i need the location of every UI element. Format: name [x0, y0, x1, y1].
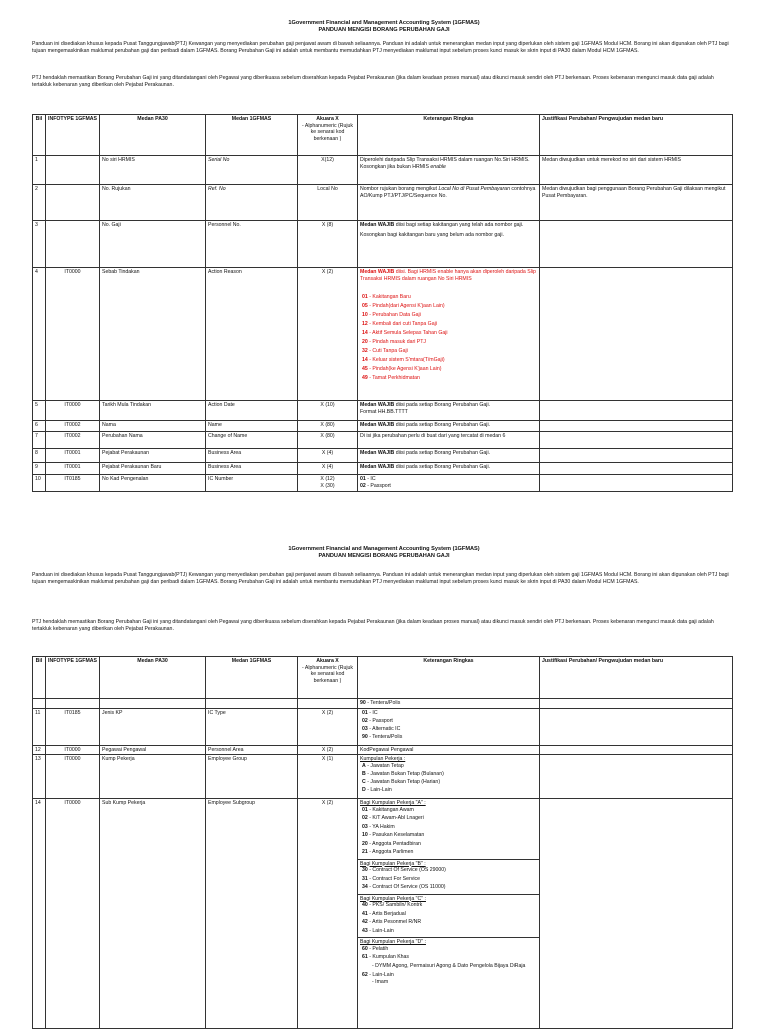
- code-item: 30 - Contract Of Service (OS 29000): [362, 867, 446, 873]
- table-row: 10 IT0185 No Kad Pengenalan IC Number X (12) X (30) 01 - IC 02 - Passport: [33, 475, 733, 492]
- code-item: 49 - Tamat Perkhidmatan: [362, 375, 420, 381]
- code-item: D - Lain-Lain: [362, 786, 392, 793]
- code-item: 20 - Anggota Pentadbiran: [362, 840, 421, 847]
- cell-1gfmas: Serial No: [206, 156, 298, 185]
- intro-paragraph: Panduan ini disediakan khusus kepada Pusat Tanggungjawab(PTJ) Kewangan yang menyediakan perubahan gaji penjawat awam di bawah seliaannya. Panduan ini adalah untuk menerangkan medan input yang diperlukan oleh sistem gaji 1GFMAS Modul HCM. Borang ini akan digunakan oleh PTJ bagi tujuan mengemaskinikan maklumat perubahan gaji dan peribadi dalam 1GFMAS. Borang Perubahan Gaji ini adalah untuk membantu memudahkan PTJ menyediakan maklumat input sebelum proses kunci masuk ke skrin input di PA30 dalam Modul HCM 1GFMAS.: [32, 41, 729, 54]
- action-reason-codes: Medan WAJIB diisi. Bagi HRMIS enable hanya akan diperoleh daripada Slip Transaksi HRMIS dalam ruangan No Siri HRMIS 01 - Kakitangan Baru 05 - Pindah(dari Agensi K'jaan Lain) 10 - Perubahan Data Gaji 12 - Kembali dari cuti Tanpa Gaji 14 - Aktif Semula Selepas Tahan Gaji 20 - Pindah masuk dari PTJ 32 - Cuti Tanpa Gaji 14 - Keluar sistem S'mtara(T/mGaji) 45 - Pindah(ke Agensi K'jaan Lain) 49 - Tamat Perkhidmatan: [358, 268, 540, 401]
- table-row: 14 IT0000 Sub Kump Pekerja Employee Subgroup X (2) Bagi Kumpulan Pekerja "A" : 01 - Kakitangan Awam 02 - K/T Awam-Abl Lnageri 03 - YA Hakim 10 - Pasukan Keselamatan 20 - Anggota Pentadbiran 21 - Anggota Parlimen Bagi Kumpulan Pekerja "B" : 30 - Contract Of Service (OS 29000) 31 - Contract For Service 34 - Contract Of Service (OS 11000) Bagi Kumpulan Pekerja "C" : 40 - PKS/ Sambiln/ Kontrk 41 - Artis Berjadual 42 - Artis Pesonmel R/NR 43 - Lain-Lain Bagi Kumpulan Pekerja "D" : 60 - Pelatih 61 - Kumpulan Khas - DYMM Agong, Permaisuri Agong & Dato Pengelola Bijaya DiRaja 62 - Lain-Lain - Imam: [33, 799, 733, 1029]
- table-row: 3 No. Gaji Personnel No. X (8) Medan WAJIB diisi bagi setiap kakitangan yang telah ada nombor gaji. Kosongkan bagi kakitangan baru yang belum ada nombor gaji.: [33, 221, 733, 268]
- notice-paragraph: PTJ hendaklah memastikan Borang Perubahan Gaji ini yang ditandatangani oleh Pegawai yang diberikuasa sebelum diserahkan kepada Pejabat Perakaunan (jika dalam keadaan proses manual) atau dikunci masuk sendiri oleh PTJ berkenaan. Proses kebenaran mengunci masuk data gaji adalah tertakluk kebenaran yang diberikan oleh Pejabat Perakaunan.: [32, 75, 714, 88]
- code-item: 45 - Pindah(ke Agensi K'jaan Lain): [362, 366, 442, 372]
- cell-bil: 1: [33, 156, 46, 185]
- table-row: 5 IT0000 Tarikh Mula Tindakan Action Date X (10) Medan WAJIB diisi pada setiap Borang Perubahan Gaji. Format HH.BB.TTTT: [33, 401, 733, 421]
- table-row: 9 IT0001 Pejabat Perakaunan Baru Business Area X (4) Medan WAJIB diisi pada setiap Borang Perubahan Gaji.: [33, 463, 733, 475]
- table-row: 8 IT0001 Pejabat Perakaunan Business Area X (4) Medan WAJIB diisi pada setiap Borang Perubahan Gaji.: [33, 449, 733, 463]
- table-row: 4 IT0000 Sebab Tindakan Action Reason X (2) Medan WAJIB diisi. Bagi HRMIS enable hanya akan diperoleh daripada Slip Transaksi HRMIS dalam ruangan No Siri HRMIS 01 - Kakitangan Baru 05 - Pindah(dari Agensi K'jaan Lain) 10 - Perubahan Data Gaji 12 - Kembali dari cuti Tanpa Gaji 14 - Aktif Semula Selepas Tahan Gaji 20 - Pindah masuk dari PTJ 32 - Cuti Tanpa Gaji 14 - Keluar sistem S'mtara(T/mGaji) 45 - Pindah(ke Agensi K'jaan Lain) 49 - Tamat Perkhidmatan: [33, 268, 733, 401]
- col-akuara: Akuara X - Alphanumeric (Rujuk ke senarai kod berkenaan ): [298, 115, 358, 156]
- code-item: 20 - Pindah masuk dari PTJ: [362, 339, 427, 345]
- code-item: A - Jawatan Tetap: [362, 762, 404, 769]
- col-pa30: Medan PA30: [100, 115, 206, 156]
- col-justifikasi: Justifikasi Perubahan/ Pengwujudan medan baru: [540, 115, 733, 156]
- table-row: 2 No. Rujukan Ref. No Local No Nombor rujukan borang mengikut Local No di Pusat Pembayaran contohnya AO/Kump PTJ/PTJ/PC/Sequence No. Medan diwujudkan bagi penggunaan Borang Perubahan Gaji dilaksan mengikut Pusat Pembayaran.: [33, 185, 733, 221]
- cell-justifikasi: Medan diwujudkan untuk merekod no siri dari sistem HRMIS: [540, 156, 733, 185]
- code-item: 90 - Tentera/Polis: [362, 733, 403, 740]
- code-item: 12 - Kembali dari cuti Tanpa Gaji: [362, 321, 437, 327]
- code-item: 31 - Contract For Service: [362, 875, 420, 882]
- code-item: 01 - IC: [362, 709, 378, 716]
- col-bil: Bil: [33, 115, 46, 156]
- field-table-2: [32, 656, 733, 1029]
- code-item: 60 - Pelatih: [362, 945, 389, 952]
- doc-subtitle-2: PANDUAN MENGISI BORANG PERUBAHAN GAJI: [318, 553, 450, 559]
- employee-subgroup-codes: Bagi Kumpulan Pekerja "A" : 01 - Kakitangan Awam 02 - K/T Awam-Abl Lnageri 03 - YA Hakim 10 - Pasukan Keselamatan 20 - Anggota Pentadbiran 21 - Anggota Parlimen Bagi Kumpulan Pekerja "B" : 30 - Contract Of Service (OS 29000) 31 - Contract For Service 34 - Contract Of Service (OS 11000) Bagi Kumpulan Pekerja "C" : 40 - PKS/ Sambiln/ Kontrk 41 - Artis Berjadual 42 - Artis Pesonmel R/NR 43 - Lain-Lain Bagi Kumpulan Pekerja "D" : 60 - Pelatih 61 - Kumpulan Khas - DYMM Agong, Permaisuri Agong & Dato Pengelola Bijaya DiRaja 62 - Lain-Lain - Imam: [358, 799, 540, 1029]
- code-item: 61 - Kumpulan Khas: [362, 954, 410, 960]
- code-item: 43 - Lain-Lain: [362, 927, 394, 934]
- code-item: 03 - Alternatic IC: [362, 725, 401, 732]
- employee-group-codes: Kumpulan Pekerja : A - Jawatan Tetap B - Jawatan Bukan Tetap (Bulanan) C - Jawatan Bukan Tetap (Harian) D - Lain-Lain: [358, 755, 540, 799]
- code-item: 32 - Cuti Tanpa Gaji: [362, 348, 408, 354]
- code-item: 14 - Aktif Semula Selepas Tahan Gaji: [362, 330, 448, 336]
- table-row: 7 IT0002 Perubahan Nama Change of Name X (80) Di isi jika perubahan perlu di buat dari yang tercatat di medan 6: [33, 432, 733, 449]
- code-item: 10 - Perubahan Data Gaji: [362, 312, 421, 318]
- cell-akuara: X(12): [298, 156, 358, 185]
- code-item: 01 - Kakitangan Baru: [362, 294, 411, 300]
- table-row: [33, 156, 733, 185]
- col-1gfmas: Medan 1GFMAS: [206, 115, 298, 156]
- code-item: 34 - Contract Of Service (OS 11000): [362, 884, 446, 890]
- table-row: 13 IT0000 Kump Pekerja Employee Group X (1) Kumpulan Pekerja : A - Jawatan Tetap B - Jawatan Bukan Tetap (Bulanan) C - Jawatan Bukan Tetap (Harian) D - Lain-Lain: [33, 755, 733, 799]
- table-row: 12 IT0000 Pegawai Pengawal Personnel Area X (2) KodPegawai Pengawal: [33, 745, 733, 755]
- code-item: 01 - Kakitangan Awam: [362, 806, 414, 813]
- doc-subtitle: PANDUAN MENGISI BORANG PERUBAHAN GAJI: [318, 27, 450, 33]
- col-infotype: INFOTYPE 1GFMAS: [46, 115, 100, 156]
- ic-type-codes: [358, 708, 540, 745]
- code-item: 41 - Artis Berjadual: [362, 910, 406, 917]
- code-item: 02 - Passport: [362, 717, 393, 724]
- table-row: 6 IT0002 Nama Name X (80) Medan WAJIB diisi pada setiap Borang Perubahan Gaji.: [33, 421, 733, 432]
- code-item: C - Jawatan Bukan Tetap (Harian): [362, 778, 441, 785]
- cell-keterangan: Diperolehi daripada Slip Transaksi HRMIS dalam ruangan No.Siri HRMIS. Kosongkan jika bukan HRMIS enable: [358, 156, 540, 185]
- code-item: 05 - Pindah(dari Agensi K'jaan Lain): [362, 303, 445, 309]
- table-header-row: [33, 115, 733, 156]
- doc-title-2: 1Government Financial and Management Accounting System (1GFMAS): [288, 546, 480, 552]
- table-row: 11 IT0185 Jenis KP IC Type X (2) 01 - IC 02 - Passport 03 - Alternatic IC 90 - Tentera/Polis: [33, 708, 733, 745]
- code-item: 42 - Artis Pesonmel R/NR: [362, 919, 422, 925]
- field-table-1: [32, 114, 733, 492]
- code-item: 14 - Keluar sistem S'mtara(T/mGaji): [362, 357, 445, 363]
- notice-paragraph-2: PTJ hendaklah memastikan Borang Perubahan Gaji ini yang ditandatangani oleh Pegawai yang diberikuasa sebelum diserahkan kepada Pejabat Perakaunan (jika dalam keadaan proses manual) atau dikunci masuk sendiri oleh PTJ berkenaan. Proses kebenaran mengunci masuk data gaji adalah tertakluk kebenaran yang diberikan oleh Pejabat Perakaunan.: [32, 619, 714, 632]
- code-item: 10 - Pasukan Keselamatan: [362, 832, 425, 838]
- code-item: 21 - Anggota Parlimen: [362, 849, 414, 855]
- intro-paragraph-2: Panduan ini disediakan khusus kepada Pusat Tanggungjawab(PTJ) Kewangan yang menyediakan perubahan gaji penjawat awam di bawah seliaannya. Panduan ini adalah untuk menerangkan medan input yang diperlukan oleh sistem gaji 1GFMAS Modul HCM. Borang ini akan digunakan oleh PTJ bagi tujuan mengemaskinikan maklumat perubahan gaji dan peribadi dalam 1GFMAS. Borang Perubahan Gaji ini adalah untuk membantu memudahkan PTJ menyediakan maklumat input sebelum proses kunci masuk ke skrin input di PA30 dalam Modul HCM 1GFMAS.: [32, 572, 729, 585]
- table-row: 90 - Tentera/Polis: [33, 699, 733, 709]
- doc-title: 1Government Financial and Management Accounting System (1GFMAS): [288, 20, 480, 26]
- code-item: B - Jawatan Bukan Tetap (Bulanan): [362, 770, 444, 777]
- code-item: 03 - YA Hakim: [362, 823, 395, 830]
- table-header-row: Bil INFOTYPE 1GFMAS Medan PA30 Medan 1GFMAS Akuara X - Alphanumeric (Rujuk ke senarai kod berkenaan ) Keterangan Ringkas Justifikasi Perubahan/ Pengwujudan medan baru: [33, 657, 733, 699]
- code-item: 40 - PKS/ Sambiln/ Kontrk: [362, 902, 423, 908]
- code-item: 02 - K/T Awam-Abl Lnageri: [362, 815, 424, 821]
- cell-pa30: No siri HRMIS: [100, 156, 206, 185]
- col-keterangan: Keterangan Ringkas: [358, 115, 540, 156]
